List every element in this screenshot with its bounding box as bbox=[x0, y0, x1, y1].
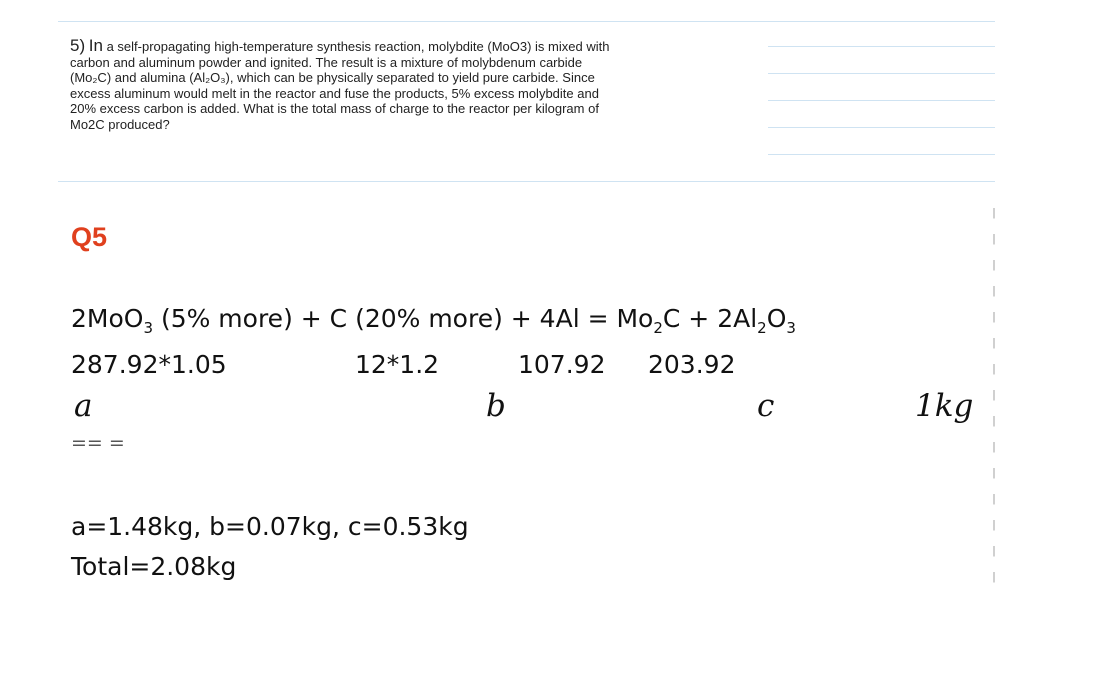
side-rule bbox=[768, 100, 995, 101]
problem-statement bbox=[70, 38, 752, 133]
mass-carbon: 12*1.2 bbox=[355, 350, 440, 379]
problem-line: (Mo₂C) and alumina (Al₂O₃), which can be physically separated to yield pure carbide. Since bbox=[70, 70, 595, 86]
problem-bottom-rule bbox=[58, 181, 995, 182]
result-total: Total=2.08kg bbox=[71, 552, 237, 581]
side-rule bbox=[768, 154, 995, 155]
variable-a: a bbox=[74, 388, 93, 424]
eq-subscript: 2 bbox=[757, 319, 767, 337]
eq-reactants: (5% more) + C (20% more) + 4Al = Mo bbox=[153, 304, 654, 333]
margin-guide bbox=[993, 208, 995, 588]
side-rule bbox=[768, 127, 995, 128]
variable-1kg: 1kg bbox=[915, 388, 974, 424]
variable-c: c bbox=[757, 388, 775, 424]
problem-first-word: In bbox=[88, 36, 103, 55]
problem-number: 5) bbox=[70, 36, 86, 55]
eq-molybdite: 2MoO bbox=[71, 304, 144, 333]
mass-alumina: 203.92 bbox=[648, 350, 736, 379]
problem-line: Mo2C produced? bbox=[70, 116, 170, 132]
variable-b: b bbox=[486, 388, 506, 424]
top-rule bbox=[58, 21, 995, 22]
problem-line: 20% excess carbon is added. What is the total mass of charge to the reactor per kilogram of bbox=[70, 101, 599, 117]
eq-subscript: 3 bbox=[786, 319, 796, 337]
equals-marks: == = bbox=[71, 432, 125, 454]
problem-line: a self-propagating high-temperature synthesis reaction, molybdite (MoO3) is mixed with bbox=[106, 39, 610, 54]
eq-subscript: 3 bbox=[143, 319, 153, 337]
side-rule bbox=[768, 46, 995, 47]
answer-heading: Q5 bbox=[71, 222, 108, 252]
eq-oxygen: O bbox=[766, 304, 787, 333]
eq-products: C + 2Al bbox=[662, 304, 758, 333]
problem-line: carbon and aluminum powder and ignited. The result is a mixture of molybdenum carbide bbox=[70, 54, 583, 70]
result-values: a=1.48kg, b=0.07kg, c=0.53kg bbox=[71, 512, 469, 541]
mass-aluminum: 107.92 bbox=[518, 350, 606, 379]
problem-line: excess aluminum would melt in the reactor and fuse the products, 5% excess molybdite and bbox=[70, 85, 599, 101]
eq-subscript: 2 bbox=[653, 319, 663, 337]
side-rule bbox=[768, 73, 995, 74]
reaction-equation bbox=[71, 304, 796, 337]
mass-molybdite: 287.92*1.05 bbox=[71, 350, 227, 379]
